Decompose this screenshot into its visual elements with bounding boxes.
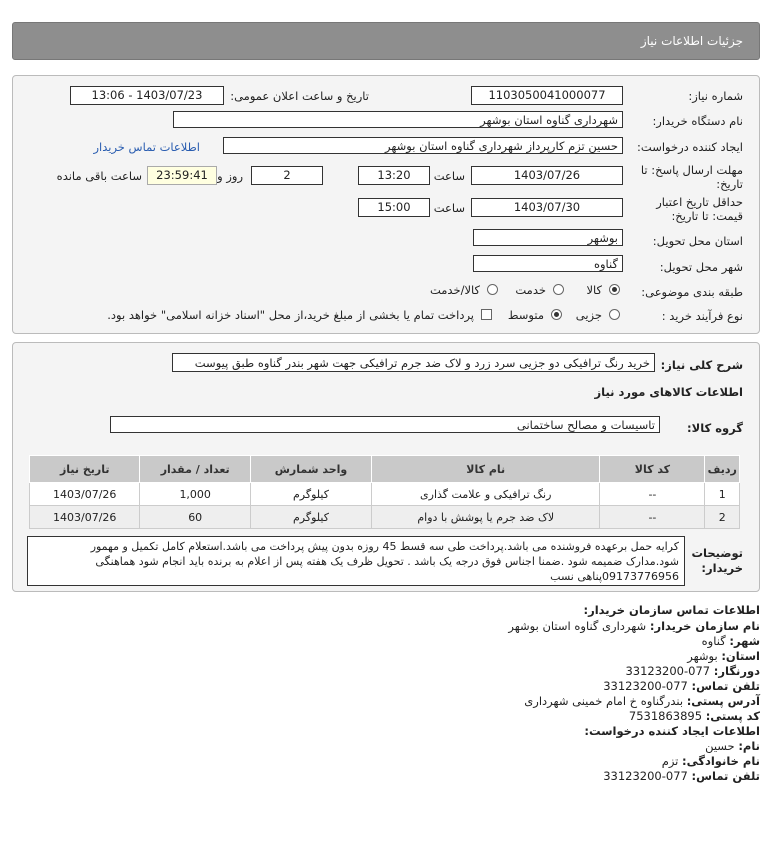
contact-province-label: استان:: [721, 649, 760, 663]
col-date: تاریخ نیاز: [30, 456, 140, 483]
creator-name: [705, 739, 760, 753]
contact-org: [508, 619, 760, 633]
cell-name: لاک ضد جرم یا پوشش با دوام: [372, 506, 600, 529]
creator-heading: اطلاعات ایجاد کننده درخواست:: [584, 724, 760, 738]
creator-family: [662, 754, 760, 768]
contact-phone: [603, 679, 760, 693]
validity-date-field: 1403/07/30: [471, 198, 623, 217]
buyer-org-field: شهرداری گناوه استان بوشهر: [173, 111, 623, 128]
contact-address-value: بندرگناوه خ امام خمینی شهرداری: [524, 694, 684, 708]
deadline-time-field: 13:20: [358, 166, 430, 185]
table-row: [30, 483, 740, 506]
cell-row: 2: [705, 506, 740, 529]
process-label: نوع فرآیند خرید :: [661, 309, 743, 323]
notes-line-3: 09173776956پناهی نسب: [550, 570, 679, 583]
province-field: بوشهر: [473, 229, 623, 246]
col-code: کد کالا: [600, 456, 705, 483]
contact-province: [687, 649, 760, 663]
process-option-minor: جزیی: [575, 308, 602, 322]
treasury-checkbox[interactable]: [481, 309, 492, 320]
creator-phone: [603, 769, 760, 783]
creator-name-value: حسین: [705, 739, 735, 753]
deadline-date-label: تاریخ:: [716, 177, 743, 191]
contact-phone-label: تلفن تماس:: [691, 679, 760, 693]
page-header: [12, 22, 760, 60]
contact-org-value: شهرداری گناوه استان بوشهر: [508, 619, 647, 633]
notes-label-2: خریدار:: [701, 561, 743, 575]
contact-postal-value: 7531863895: [628, 709, 703, 723]
buyer-org-label: نام دستگاه خریدار:: [652, 114, 743, 128]
cell-unit: کیلوگرم: [250, 483, 371, 506]
validity-time-label: ساعت: [433, 201, 465, 215]
col-unit: واحد شمارش: [250, 456, 371, 483]
validity-time-field: 15:00: [358, 198, 430, 217]
remaining-label: ساعت باقی مانده: [56, 169, 142, 183]
days-field: 2: [251, 166, 323, 185]
contact-address-label: آدرس پستی:: [686, 694, 760, 708]
group-label: گروه کالا:: [687, 421, 743, 435]
contact-postal-label: کد پستی:: [705, 709, 760, 723]
category-radio-goods-service[interactable]: [487, 284, 498, 295]
cell-quantity: 1,000: [140, 483, 250, 506]
contact-city-label: شهر:: [729, 634, 760, 648]
notes-line-2: شود.مدارک ضمیمه شود .ضمنا اجناس فوق درجه یک باشد . تحویل ظرف یک هفته پس از اعلام به برنده باید انجام شود هماهنگی: [95, 555, 679, 568]
city-label: شهر محل تحویل:: [659, 260, 743, 274]
province-label: استان محل تحویل:: [652, 234, 743, 248]
notes-box: [27, 536, 685, 586]
creator-family-value: تزم: [661, 754, 679, 768]
validity-label: حداقل تاریخ اعتبار: [656, 195, 743, 209]
notes-label: توضیحات: [691, 546, 743, 560]
creator-family-label: نام خانوادگی:: [682, 754, 760, 768]
items-table: [29, 455, 740, 529]
cell-name: رنگ ترافیکی و علامت گذاری: [372, 483, 600, 506]
process-radio-minor[interactable]: [609, 309, 620, 320]
col-row: ردیف: [705, 456, 740, 483]
category-radio-service[interactable]: [553, 284, 564, 295]
contact-postal: [629, 709, 760, 723]
notes-line-1: کرایه حمل برعهده فروشنده می باشد.پرداخت طی سه قسط 45 روزه بدون پیش پرداخت می باشد.استعلام کامل تکمیل و مهمور: [90, 540, 679, 553]
announce-label: تاریخ و ساعت اعلان عمومی:: [230, 89, 369, 103]
contact-fax: [625, 664, 760, 678]
buyer-contact-link[interactable]: اطلاعات تماس خریدار: [93, 140, 200, 154]
category-option-goods-service: کالا/خدمت: [429, 283, 480, 297]
category-radio-goods[interactable]: [609, 284, 620, 295]
contact-address: [524, 694, 760, 708]
contact-city: [702, 634, 760, 648]
contact-province-value: بوشهر: [687, 649, 718, 663]
group-field: تاسیسات و مصالح ساختمانی: [110, 416, 660, 433]
deadline-date-field: 1403/07/26: [471, 166, 623, 185]
page-title: جزئیات اطلاعات نیاز: [640, 34, 743, 48]
creator-phone-value: 077-33123200: [603, 769, 688, 783]
category-label: طبقه بندی موضوعی:: [641, 285, 743, 299]
category-option-goods: کالا: [586, 283, 602, 297]
remaining-time: 23:59:41: [147, 166, 217, 185]
contact-org-label: نام سازمان خریدار:: [649, 619, 760, 633]
city-field: گناوه: [473, 255, 623, 272]
summary-label: شرح کلی نیاز:: [660, 358, 743, 372]
creator-label: ایجاد کننده درخواست:: [637, 140, 743, 154]
col-quantity: تعداد / مقدار: [140, 456, 250, 483]
deadline-time-label: ساعت: [433, 169, 465, 183]
contact-fax-label: دورنگار:: [713, 664, 760, 678]
process-radio-medium[interactable]: [551, 309, 562, 320]
need-number-label: شماره نیاز:: [688, 89, 743, 103]
contact-fax-value: 077-33123200: [625, 664, 711, 678]
goods-heading: اطلاعات کالاهای مورد نیاز: [594, 385, 743, 399]
cell-row: 1: [705, 483, 740, 506]
cell-unit: کیلوگرم: [250, 506, 371, 529]
process-option-medium: متوسط: [507, 308, 544, 322]
creator-name-label: نام:: [738, 739, 760, 753]
table-header-row: [30, 456, 740, 483]
cell-code: --: [600, 483, 705, 506]
summary-field: خرید رنگ ترافیکی دو جزیی سرد زرد و لاک ضد جرم ترافیکی جهت شهر بندر گناوه طبق پیوست: [172, 353, 655, 372]
cell-code: --: [600, 506, 705, 529]
contact-phone-value: 077-33123200: [603, 679, 688, 693]
col-name: نام کالا: [372, 456, 600, 483]
contact-city-value: گناوه: [701, 634, 726, 648]
cell-date: 1403/07/26: [30, 483, 140, 506]
cell-date: 1403/07/26: [30, 506, 140, 529]
creator-field: حسین تزم کارپرداز شهرداری گناوه استان بوشهر: [223, 137, 623, 154]
announce-field: 1403/07/23 - 13:06: [70, 86, 224, 105]
need-number-field: 1103050041000077: [471, 86, 623, 105]
validity-date-label: قیمت: تا تاریخ:: [671, 209, 743, 223]
deadline-label: مهلت ارسال پاسخ: تا: [640, 163, 743, 177]
table-row: [30, 506, 740, 529]
days-label: روز و: [217, 169, 243, 183]
creator-phone-label: تلفن تماس:: [691, 769, 760, 783]
payment-note: پرداخت تمام یا بخشی از مبلغ خرید،از محل "اسناد خزانه اسلامی" خواهد بود.: [107, 308, 474, 322]
contact-heading: اطلاعات تماس سازمان خریدار:: [583, 603, 760, 617]
category-option-service: خدمت: [515, 283, 546, 297]
cell-quantity: 60: [140, 506, 250, 529]
